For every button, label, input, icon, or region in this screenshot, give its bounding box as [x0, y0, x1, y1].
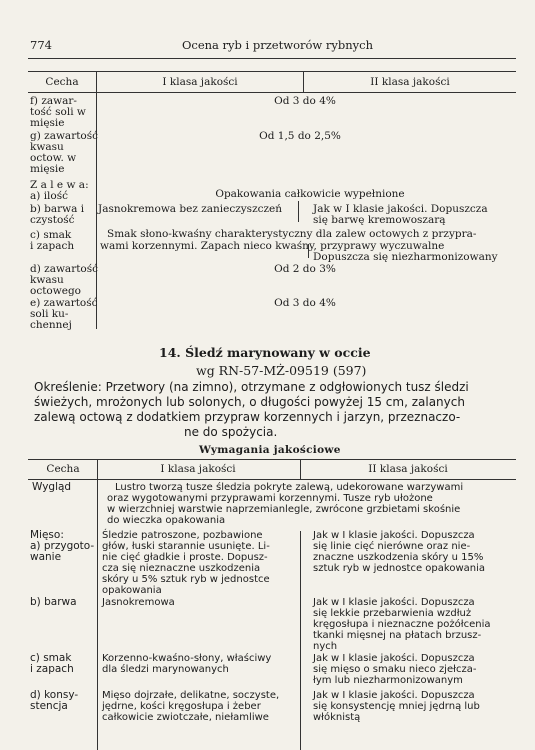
table-row-cecha: c) smak — [30, 229, 72, 241]
column-divider — [298, 201, 299, 222]
column-divider — [97, 459, 98, 750]
section-subtitle: wg RN-57-MŻ-09519 (597) — [196, 363, 367, 378]
intro-line: świeżych, mrożonych lub solonych, o długości powyżej 15 cm, zalanych — [34, 395, 465, 409]
table-row-cecha: kwasu — [30, 141, 64, 153]
table-cell-klasa2: Jak w I klasie jakości. Dopuszcza — [313, 530, 475, 541]
table-row-cecha: d) konsy- — [30, 689, 79, 701]
table-row-cecha: Z a l e w a: — [30, 179, 89, 191]
table-cell-value: Od 3 do 4% — [274, 95, 336, 107]
table-row-cecha: g) zawartość — [30, 130, 99, 142]
table-cell-klasa2: tkanki mięsnej na płatach brzusz- — [313, 630, 482, 641]
table-cell-klasa1: jędrne, kości kręgosłupa i żeber — [102, 701, 261, 712]
table-row-cecha: tość soli w — [30, 106, 86, 118]
table-cell-value: Lustro tworzą tusze śledzia pokryte zalewą, udekorowane warzywami — [115, 482, 464, 493]
table-header-rule — [28, 92, 516, 93]
table-row-cecha: i zapach — [30, 240, 75, 252]
table-top-rule — [28, 459, 516, 460]
table-row-cecha: i zapach — [30, 663, 74, 675]
table-row-cecha: wanie — [30, 551, 62, 563]
table-cell-klasa1: opakowania — [102, 585, 162, 596]
column-divider — [96, 71, 97, 329]
table-cell-klasa1: Korzenno-kwaśno-słony, właściwy — [102, 653, 272, 664]
table-cell-klasa2: nych — [313, 641, 338, 652]
table-cell-klasa2: się mięso o smaku nieco zjełcza- — [313, 664, 477, 675]
table-cell-value: Smak słono-kwaśny charakterystyczny dla zalew octowych z przypra- — [107, 228, 477, 240]
column-header-cecha: Cecha — [46, 463, 80, 475]
column-divider — [303, 71, 304, 92]
table-cell-value: Od 1,5 do 2,5% — [259, 130, 341, 142]
table-row-cecha: Mięso: — [30, 529, 64, 541]
table-row-cecha: d) zawartość — [30, 263, 99, 275]
running-title: Ocena ryb i przetworów rybnych — [181, 38, 374, 52]
table-cell-klasa1: Jasnokremowa bez zanieczyszczeń — [98, 203, 282, 215]
header-rule — [28, 58, 516, 59]
section-intro — [34, 380, 504, 440]
table-cell-klasa1: skóry u 5% sztuk ryb w jednostce — [102, 574, 270, 585]
table-cell-klasa1: cza się nieznaczne uszkodzenia — [102, 563, 261, 574]
table-row-cecha: e) zawartość — [30, 297, 98, 309]
column-header-cecha: Cecha — [45, 76, 79, 88]
table-cell-value: wami korzennymi. Zapach nieco kwaśny, przyprawy wyczuwalne — [100, 240, 445, 252]
table-row-cecha: b) barwa — [30, 596, 77, 608]
table-row-cecha: chennej — [30, 319, 72, 331]
column-header-klasa1: I klasa jakości — [160, 463, 236, 475]
column-header-klasa2: II klasa jakości — [368, 463, 448, 475]
table-cell-value: Od 2 do 3% — [274, 263, 336, 275]
table-cell-klasa1: Jasnokremowa — [102, 597, 175, 608]
table-cell-value: Od 3 do 4% — [274, 297, 336, 309]
table-cell-klasa2: Jak w I klasie jakości. Dopuszcza — [313, 690, 475, 701]
table-cell-klasa1: Śledzie patroszone, pozbawione — [102, 530, 263, 541]
intro-line: ne do spożycia. — [184, 425, 278, 439]
column-header-klasa1: I klasa jakości — [162, 76, 238, 88]
table-cell-value: oraz wygotowanymi przyprawami korzennymi. Tusze ryb ułożone — [107, 493, 433, 504]
table-cell-klasa2: włóknistą — [313, 712, 361, 723]
table-cell-value: w wierzchniej warstwie naprzemianlegle, zwrócone grzbietami skośnie — [107, 504, 461, 515]
table-row-cecha: kwasu — [30, 274, 64, 286]
table-top-rule — [28, 71, 516, 72]
table-cell-klasa2: znaczne uszkodzenia skóry u 15% — [313, 552, 484, 563]
table-cell-klasa1: Mięso dojrzałe, delikatne, soczyste, — [102, 690, 280, 701]
table-row-cecha: b) barwa i — [30, 203, 85, 215]
table-cell-value: Opakowania całkowicie wypełnione — [215, 188, 405, 200]
table-row-cecha: mięsie — [30, 117, 65, 129]
column-header-klasa2: II klasa jakości — [370, 76, 450, 88]
table-cell-klasa1: nie cięć gładkie i proste. Dopusz- — [102, 552, 268, 563]
table-cell-klasa2: Jak w I klasie jakości. Dopuszcza — [313, 597, 475, 608]
table-cell-klasa2: Dopuszcza się niezharmonizowany — [313, 251, 498, 263]
table-cell-klasa2: Jak w I klasie jakości. Dopuszcza — [313, 203, 488, 215]
table-cell-klasa1: dla śledzi marynowanych — [102, 664, 229, 675]
table-row-cecha: czystość — [30, 214, 75, 226]
table-row-cecha: f) zawar- — [30, 95, 77, 107]
table-cell-klasa2: się barwę kremowoszarą — [313, 214, 446, 226]
table-row-cecha: Wygląd — [32, 481, 72, 493]
column-divider — [300, 459, 301, 480]
page-number: 774 — [30, 38, 52, 52]
section-title: 14. Śledź marynowany w occie — [159, 345, 371, 360]
table-row-cecha: soli ku- — [30, 308, 69, 320]
table-header-rule — [28, 479, 516, 480]
table-row-cecha: stencja — [30, 700, 68, 712]
table-cell-klasa2: się lekkie przebarwienia wzdłuż — [313, 608, 472, 619]
table-row-cecha: c) smak — [30, 652, 72, 664]
column-divider — [300, 531, 301, 750]
table-cell-klasa2: kręgosłupa i nieznaczne pożółcenia — [313, 619, 491, 630]
table-cell-klasa2: sztuk ryb w jednostce opakowania — [313, 563, 485, 574]
table-cell-klasa2: łym lub niezharmonizowanym — [313, 675, 463, 686]
table-cell-klasa2: się konsystencję mniej jędrną lub — [313, 701, 480, 712]
table-row-cecha: octowego — [30, 285, 81, 297]
table-title: Wymagania jakościowe — [199, 444, 341, 456]
table-row-cecha: a) ilość — [30, 190, 69, 202]
intro-line: zalewą octową z dodatkiem przypraw korzennych i jarzyn, przeznaczo- — [34, 410, 461, 424]
table-cell-klasa1: całkowicie zwiotczałe, niełamliwe — [102, 712, 269, 723]
table-cell-klasa2: się linie cięć nierówne oraz nie- — [313, 541, 471, 552]
page-header — [0, 38, 535, 54]
table-cell-klasa2: Jak w I klasie jakości. Dopuszcza — [313, 653, 475, 664]
table-cell-klasa1: głów, łuski starannie usunięte. Li- — [102, 541, 270, 552]
intro-line: Określenie: Przetwory (na zimno), otrzymane z odgłowionych tusz śledzi — [34, 380, 469, 394]
table-row-cecha: a) przygoto- — [30, 540, 95, 552]
table-row-cecha: octow. w — [30, 152, 77, 164]
table-cell-value: do wieczka opakowania — [107, 515, 226, 526]
table-row-cecha: mięsie — [30, 163, 65, 175]
